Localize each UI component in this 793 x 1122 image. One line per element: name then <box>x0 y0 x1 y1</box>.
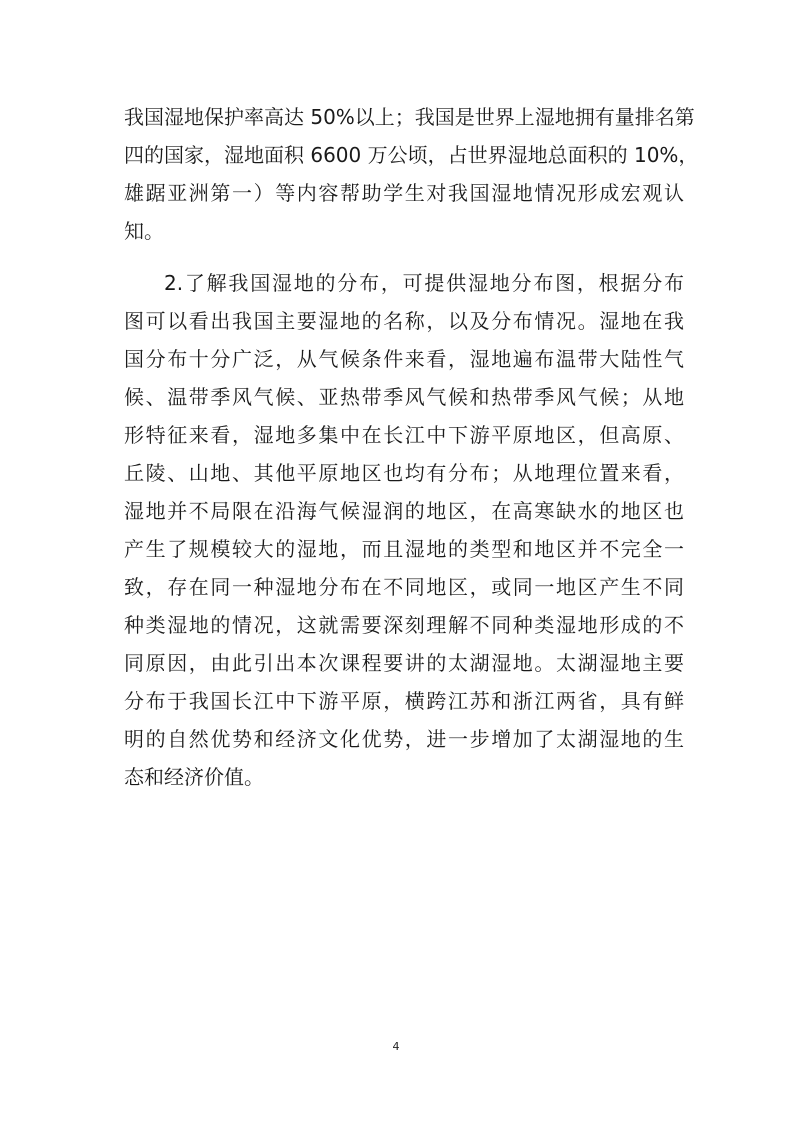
page-number: 4 <box>392 1040 400 1053</box>
text-line: 雄踞亚洲第一）等内容帮助学生对我国湿地情况形成宏观认 <box>124 181 684 205</box>
text-line: 我国湿地保护率高达 50%以上；我国是世界上湿地拥有量排名第 <box>124 105 695 129</box>
text-line: 知。 <box>124 219 164 243</box>
text-line: 态和经济价值。 <box>124 765 264 789</box>
text-line: 图可以看出我国主要湿地的名称，以及分布情况。湿地在我 <box>124 309 684 333</box>
text-line: 湿地并不局限在沿海气候湿润的地区，在高寒缺水的地区也 <box>124 499 684 523</box>
text-line: 产生了规模较大的湿地，而且湿地的类型和地区并不完全一 <box>124 537 684 561</box>
text-line: 分布于我国长江中下游平原，横跨江苏和浙江两省，具有鲜 <box>124 689 684 713</box>
paragraph-first-line: 2.了解我国湿地的分布，可提供湿地分布图，根据分布 <box>164 271 684 295</box>
text-line: 候、温带季风气候、亚热带季风气候和热带季风气候；从地 <box>124 385 684 409</box>
text-line: 形特征来看，湿地多集中在长江中下游平原地区，但高原、 <box>124 423 684 447</box>
text-line: 丘陵、山地、其他平原地区也均有分布；从地理位置来看， <box>124 461 684 485</box>
text-line: 致，存在同一种湿地分布在不同地区，或同一地区产生不同 <box>124 575 684 599</box>
text-line: 国分布十分广泛，从气候条件来看，湿地遍布温带大陆性气 <box>124 347 684 371</box>
text-line: 明的自然优势和经济文化优势，进一步增加了太湖湿地的生 <box>124 727 684 751</box>
text-line: 种类湿地的情况，这就需要深刻理解不同种类湿地形成的不 <box>124 613 684 637</box>
text-line: 同原因，由此引出本次课程要讲的太湖湿地。太湖湿地主要 <box>124 651 684 675</box>
text-line: 四的国家，湿地面积 6600 万公顷，占世界湿地总面积的 10%， <box>124 143 699 167</box>
